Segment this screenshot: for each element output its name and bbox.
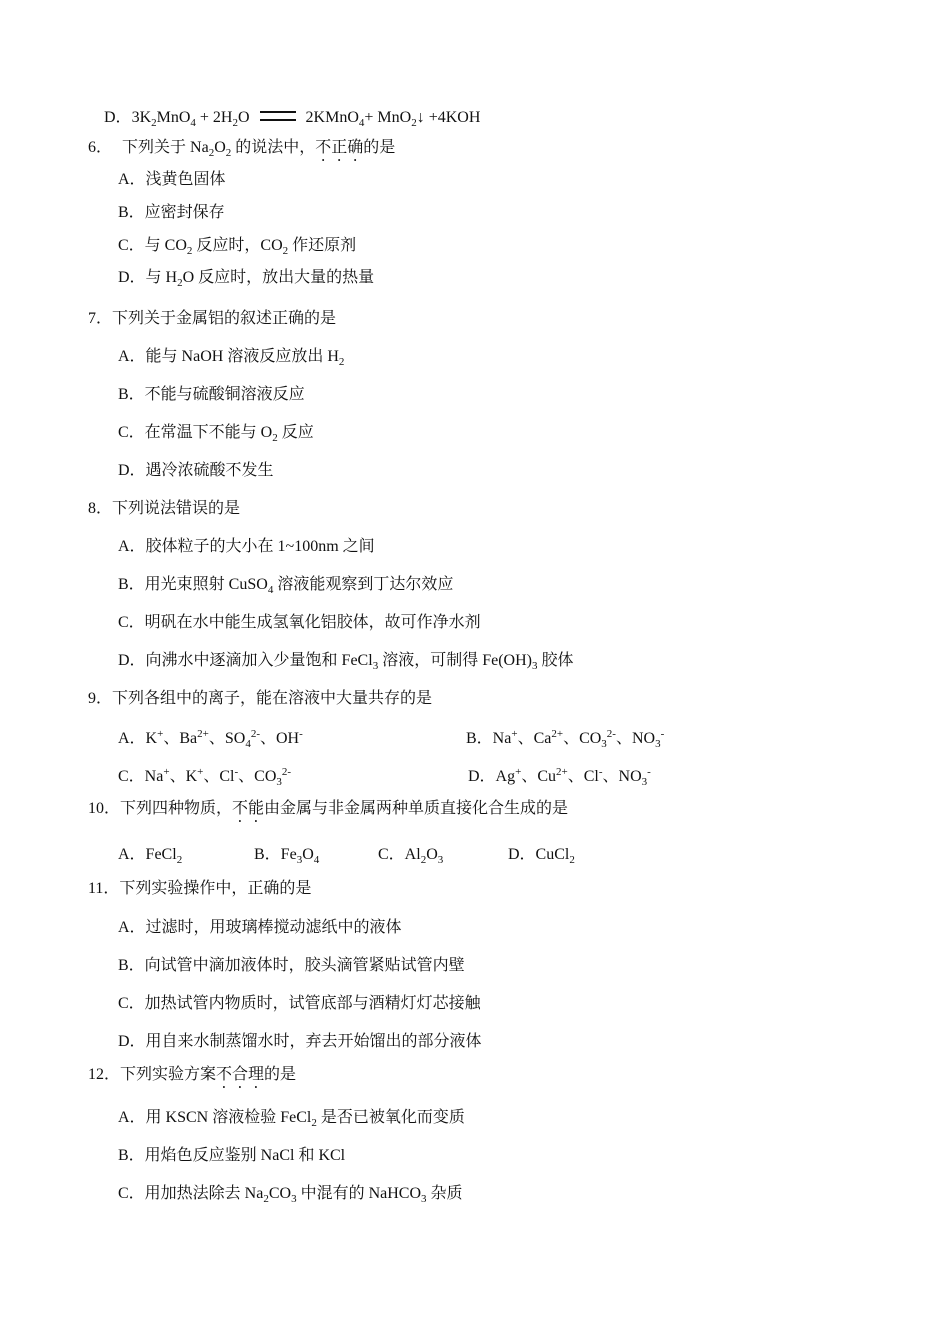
option-text: 溶液能观察到丁达尔效应: [273, 576, 454, 593]
question-text: 10．下列四种物质，: [88, 800, 233, 817]
question-12: [88, 1065, 296, 1092]
superscript: +: [197, 766, 204, 778]
superscript: 2-: [250, 728, 260, 740]
subscript: 2: [272, 432, 278, 444]
superscript: +: [157, 728, 164, 740]
question-text: 由金属与非金属两种单质直接化合生成的是: [264, 800, 569, 817]
option-text: 、Cl: [203, 768, 235, 785]
q10-option-d: [508, 845, 575, 865]
q9-option-c: [118, 767, 291, 787]
option-text: D．CuCl: [508, 846, 570, 863]
q11-option-c: C．加热试管内物质时，试管底部与酒精灯灯芯接触: [118, 995, 481, 1012]
q6-option-b: B．应密封保存: [118, 204, 225, 221]
subscript: 2: [311, 1117, 317, 1129]
subscript: 4: [245, 738, 251, 750]
option-text: A．用 KSCN 溶液检验 FeCl: [118, 1109, 312, 1126]
q8-option-d: [118, 651, 573, 671]
question-text: 12．下列实验方案: [88, 1066, 217, 1083]
option-text: 作还原剂: [288, 237, 357, 254]
q8-option-a: A．胶体粒子的大小在 1~100nm 之间: [118, 538, 375, 555]
question-11: 11．下列实验操作中，正确的是: [88, 880, 312, 897]
option-text: 胶体: [537, 652, 574, 669]
subscript: 2: [411, 117, 417, 129]
option-text: 、CO: [238, 768, 277, 785]
formula-text: 3K: [131, 109, 152, 126]
q7-option-b: B．不能与硫酸铜溶液反应: [118, 386, 305, 403]
q11-option-d: D．用自来水制蒸馏水时，弃去开始馏出的部分液体: [118, 1033, 482, 1050]
option-text: D．向沸水中逐滴加入少量饱和 FeCl: [118, 652, 373, 669]
option-text: C．用加热法除去 Na: [118, 1185, 264, 1202]
option-text: 溶液，可制得 Fe(OH): [378, 652, 532, 669]
option-text: C．Na: [118, 768, 164, 785]
subscript: 2: [151, 117, 157, 129]
option-text: B．Na: [466, 730, 512, 747]
option-text: 、Cu: [521, 768, 557, 785]
superscript: -: [660, 728, 665, 740]
q9-option-b: [466, 729, 664, 749]
option-text: C．与 CO: [118, 237, 187, 254]
question-number: 6．: [88, 139, 113, 156]
option-text: 、NO: [602, 768, 642, 785]
q6-option-c: [118, 236, 356, 256]
option-text: 中混有的 NaHCO: [296, 1185, 422, 1202]
emphasis-text: 不合理: [216, 1066, 265, 1083]
question-8: 8．下列说法错误的是: [88, 500, 241, 517]
superscript: -: [647, 766, 651, 778]
question-10: [88, 799, 568, 826]
superscript: +: [511, 728, 518, 740]
superscript: 2-: [281, 766, 292, 778]
subscript: 2: [225, 147, 232, 159]
subscript: 2: [208, 147, 215, 159]
question-text: 的说法中，: [231, 139, 316, 156]
option-text: A．K: [118, 730, 158, 747]
formula-text: MnO: [156, 109, 191, 126]
q10-option-c: [378, 845, 443, 865]
q9-option-a: [118, 729, 303, 749]
option-text: D．与 H: [118, 269, 178, 286]
option-text: 、OH: [259, 730, 300, 747]
formula-text: + 2H: [195, 109, 233, 126]
superscript: +: [515, 766, 522, 778]
equals-sign-icon: [260, 111, 296, 121]
option-label: D．: [104, 109, 132, 126]
q11-option-b: B．向试管中滴加液体时，胶头滴管紧贴试管内壁: [118, 957, 465, 974]
option-text: 反应时，CO: [192, 237, 283, 254]
option-text: C．在常温下不能与 O: [118, 424, 273, 441]
option-text: 、Cl: [567, 768, 599, 785]
subscript: 3: [601, 738, 607, 750]
question-text: 的是: [363, 139, 396, 156]
q7-option-c: [118, 423, 314, 443]
q5-option-d: [104, 108, 480, 128]
option-text: O: [426, 846, 438, 863]
q10-option-b: [254, 845, 319, 865]
formula-text: O: [237, 109, 250, 126]
superscript: 2+: [556, 766, 568, 778]
emphasis-text: 不能: [232, 800, 265, 817]
question-9: 9．下列各组中的离子，能在溶液中大量共存的是: [88, 690, 433, 707]
subscript: 2: [176, 854, 183, 866]
q9-option-d: [468, 767, 651, 787]
subscript: 2: [263, 1193, 269, 1205]
subscript: 4: [267, 584, 274, 596]
option-text: 、SO: [208, 730, 246, 747]
subscript: 3: [296, 854, 303, 866]
formula-text: + MnO: [364, 109, 412, 126]
question-text: 的是: [264, 1066, 297, 1083]
subscript: 2: [420, 854, 427, 866]
option-text: 、NO: [615, 730, 656, 747]
subscript: 2: [177, 277, 183, 289]
superscript: +: [163, 766, 170, 778]
subscript: 2: [282, 245, 289, 257]
option-text: O 反应时，放出大量的热量: [182, 269, 375, 286]
option-text: 、Ca: [517, 730, 552, 747]
subscript: 2: [186, 245, 193, 257]
option-text: D．Ag: [468, 768, 516, 785]
q6-option-a: A．浅黄色固体: [118, 171, 226, 188]
question-7: 7．下列关于金属铝的叙述正确的是: [88, 310, 337, 327]
q8-option-c: C．明矾在水中能生成氢氧化铝胶体，故可作净水剂: [118, 614, 481, 631]
q10-option-a: [118, 845, 182, 865]
superscript: 2+: [197, 728, 209, 740]
option-text: B．Fe: [254, 846, 297, 863]
option-text: 、Ba: [163, 730, 198, 747]
option-text: 是否已被氧化而变质: [316, 1109, 465, 1126]
option-text: A．能与 NaOH 溶液反应放出 H: [118, 348, 339, 365]
superscript: -: [299, 728, 303, 740]
superscript: -: [598, 766, 603, 778]
option-text: CO: [268, 1185, 292, 1202]
subscript: 4: [313, 854, 320, 866]
subscript: 3: [641, 776, 648, 788]
option-text: A．FeCl: [118, 846, 177, 863]
question-6: [88, 138, 395, 165]
question-text: O: [214, 139, 226, 156]
q12-option-c: [118, 1184, 463, 1204]
option-text: 反应: [277, 424, 314, 441]
subscript: 2: [569, 854, 575, 866]
superscript: -: [234, 766, 239, 778]
subscript: 2: [232, 117, 238, 129]
q6-option-d: [118, 268, 374, 288]
q11-option-a: A．过滤时，用玻璃棒搅动滤纸中的液体: [118, 919, 402, 936]
option-text: O: [302, 846, 314, 863]
superscript: 2+: [551, 728, 564, 740]
question-text: 下列关于 Na: [122, 139, 209, 156]
subscript: 4: [358, 117, 365, 129]
option-text: B．用光束照射 CuSO: [118, 576, 268, 593]
q7-option-d: D．遇冷浓硫酸不发生: [118, 462, 274, 479]
q12-option-b: B．用焰色反应鉴别 NaCl 和 KCl: [118, 1147, 346, 1164]
subscript: 4: [190, 117, 196, 129]
subscript: 3: [421, 1193, 427, 1205]
subscript: 2: [338, 356, 345, 368]
q8-option-b: [118, 575, 453, 595]
formula-text: 2KMnO: [305, 109, 359, 126]
subscript: 3: [291, 1193, 297, 1205]
option-text: 、K: [169, 768, 198, 785]
subscript: 3: [531, 660, 538, 672]
q7-option-a: [118, 347, 344, 367]
superscript: 2-: [606, 728, 616, 740]
emphasis-text: 不正确: [315, 139, 364, 156]
q12-option-a: [118, 1108, 465, 1128]
option-text: C．Al: [378, 846, 421, 863]
subscript: 3: [276, 776, 282, 788]
subscript: 3: [372, 660, 379, 672]
option-text: 杂质: [426, 1185, 463, 1202]
option-text: 、CO: [563, 730, 602, 747]
subscript: 3: [437, 854, 444, 866]
formula-text: ↓ +4KOH: [416, 109, 481, 126]
subscript: 3: [655, 738, 661, 750]
